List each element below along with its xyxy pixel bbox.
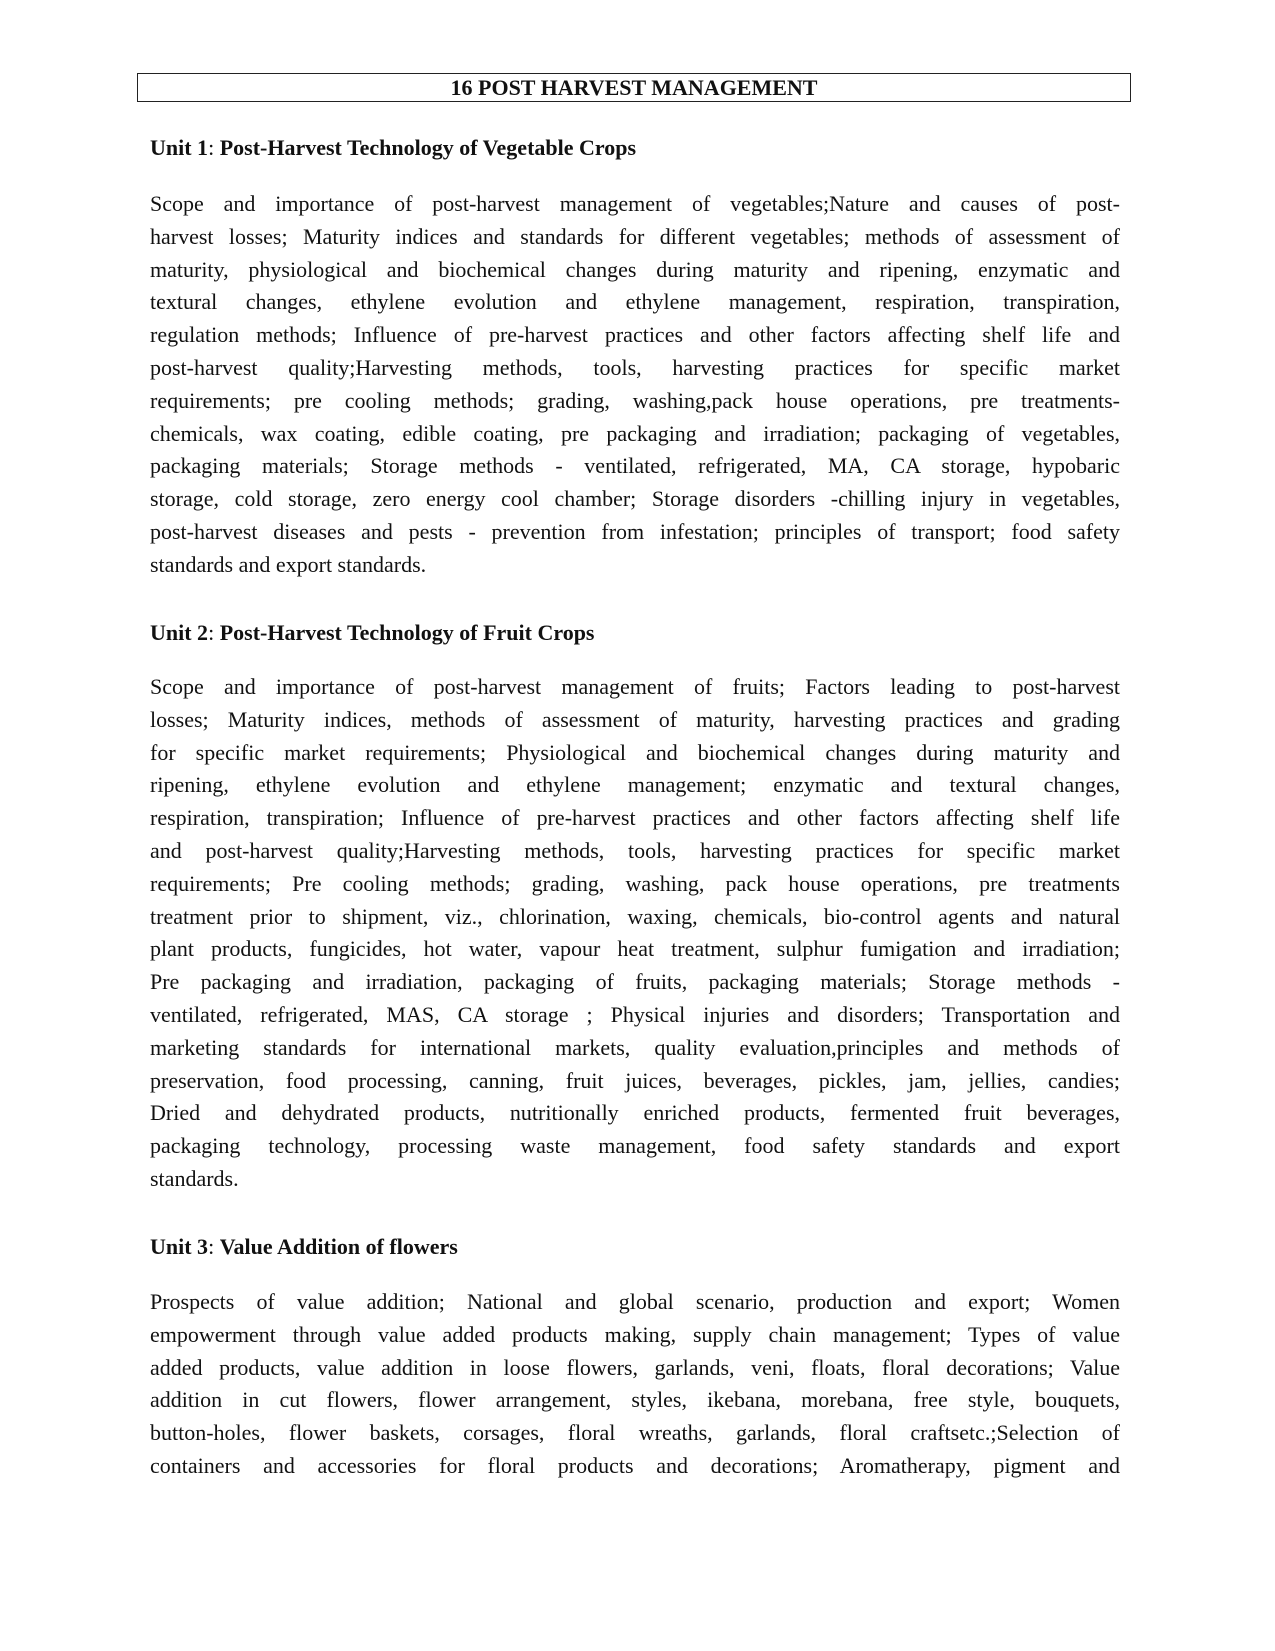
unit-2-body bbox=[150, 671, 1120, 1196]
unit-3-label: Unit 3 bbox=[150, 1234, 209, 1259]
unit-1-line: Scope and importance of post-harvest management of vegetables;Nature and causes of post- bbox=[150, 191, 1120, 216]
unit-2-line: ventilated, refrigerated, MAS, CA storage ; Physical injuries and disorders; Transportation and bbox=[150, 1001, 1120, 1027]
unit-1-line: harvest losses; Maturity indices and standards for different vegetables; methods of assessment of bbox=[150, 223, 1120, 249]
unit-3-line: added products, value addition in loose flowers, garlands, veni, floats, floral decorations; Value bbox=[150, 1354, 1120, 1380]
unit-2-line: packaging technology, processing waste management, food safety standards and export bbox=[150, 1133, 1120, 1159]
unit-1-line: storage, cold storage, zero energy cool chamber; Storage disorders -chilling injury in vegetables, bbox=[150, 486, 1120, 512]
unit-2-line: requirements; Pre cooling methods; grading, washing, pack house operations, pre treatments bbox=[150, 870, 1120, 896]
unit-2-line: plant products, fungicides, hot water, vapour heat treatment, sulphur fumigation and irradiation; bbox=[150, 936, 1120, 962]
unit-3-line: empowerment through value added products making, supply chain management; Types of value bbox=[150, 1321, 1120, 1347]
unit-3-title: Value Addition of flowers bbox=[219, 1234, 458, 1259]
unit-3-line: addition in cut flowers, flower arrangement, styles, ikebana, morebana, free style, bouquets, bbox=[150, 1387, 1120, 1413]
unit-2-line: Pre packaging and irradiation, packaging of fruits, packaging materials; Storage methods - bbox=[150, 969, 1120, 995]
unit-2-line: treatment prior to shipment, viz., chlorination, waxing, chemicals, bio-control agents and natural bbox=[150, 903, 1120, 929]
unit-1-line: standards and export standards. bbox=[150, 551, 427, 577]
unit-2-line: preservation, food processing, canning, fruit juices, beverages, pickles, jam, jellies, candies; bbox=[150, 1067, 1120, 1093]
unit-3-line: Prospects of value addition; National and global scenario, production and export; Women bbox=[150, 1289, 1120, 1314]
unit-1-line: packaging materials; Storage methods - ventilated, refrigerated, MA, CA storage, hypobaric bbox=[150, 453, 1120, 479]
unit-1-line: maturity, physiological and biochemical changes during maturity and ripening, enzymatic and bbox=[150, 256, 1120, 282]
unit-2-line: marketing standards for international markets, quality evaluation,principles and methods of bbox=[150, 1034, 1120, 1060]
unit-1-line: textural changes, ethylene evolution and ethylene management, respiration, transpiration, bbox=[150, 289, 1120, 315]
unit-2-title: Post-Harvest Technology of Fruit Crops bbox=[219, 620, 595, 645]
unit-3-heading bbox=[150, 1233, 1130, 1261]
unit-2-line: ripening, ethylene evolution and ethylene management; enzymatic and textural changes, bbox=[150, 772, 1120, 798]
page-title: 16 POST HARVEST MANAGEMENT bbox=[137, 73, 1131, 102]
unit-2-line: and post-harvest quality;Harvesting methods, tools, harvesting practices for specific market bbox=[150, 837, 1120, 863]
unit-2-line: for specific market requirements; Physiological and biochemical changes during maturity and bbox=[150, 739, 1120, 765]
unit-2-line: Dried and dehydrated products, nutritionally enriched products, fermented fruit beverages, bbox=[150, 1100, 1120, 1126]
unit-2-line: respiration, transpiration; Influence of pre-harvest practices and other factors affecting shelf life bbox=[150, 805, 1120, 831]
unit-3-line: button-holes, flower baskets, corsages, floral wreaths, garlands, floral craftsetc.;Selection of bbox=[150, 1420, 1120, 1446]
unit-1-label: Unit 1 bbox=[150, 135, 209, 160]
unit-2-line: standards. bbox=[150, 1165, 239, 1191]
unit-1-line: requirements; pre cooling methods; grading, washing,pack house operations, pre treatments- bbox=[150, 387, 1120, 413]
unit-3-body bbox=[150, 1286, 1120, 1483]
unit-3-separator: : bbox=[208, 1234, 220, 1259]
unit-1-line: chemicals, wax coating, edible coating, pre packaging and irradiation; packaging of vegetables, bbox=[150, 420, 1120, 446]
unit-2-line: Scope and importance of post-harvest management of fruits; Factors leading to post-harvest bbox=[150, 674, 1120, 699]
unit-1-separator: : bbox=[208, 135, 220, 160]
unit-2-separator: : bbox=[208, 620, 220, 645]
unit-1-body bbox=[150, 188, 1120, 582]
unit-2-heading bbox=[150, 619, 1130, 647]
unit-2-line: losses; Maturity indices, methods of assessment of maturity, harvesting practices and grading bbox=[150, 706, 1120, 732]
unit-1-heading bbox=[150, 134, 1130, 162]
unit-1-line: post-harvest diseases and pests - prevention from infestation; principles of transport; food safety bbox=[150, 518, 1120, 544]
unit-2-label: Unit 2 bbox=[150, 620, 209, 645]
unit-1-title: Post-Harvest Technology of Vegetable Crops bbox=[219, 135, 637, 160]
unit-1-line: regulation methods; Influence of pre-harvest practices and other factors affecting shelf life and bbox=[150, 322, 1120, 348]
unit-3-line: containers and accessories for floral products and decorations; Aromatherapy, pigment and bbox=[150, 1452, 1120, 1478]
unit-1-line: post-harvest quality;Harvesting methods, tools, harvesting practices for specific market bbox=[150, 354, 1120, 380]
